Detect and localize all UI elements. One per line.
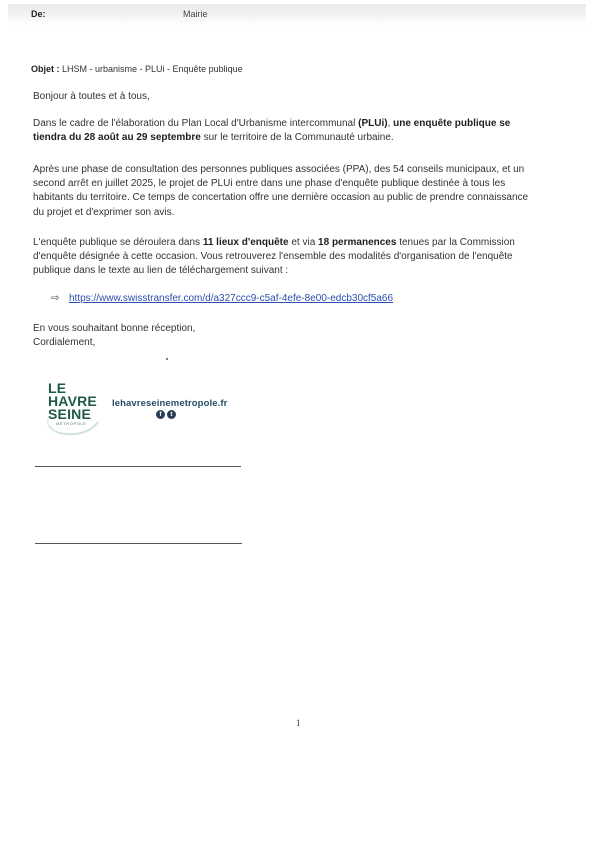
paragraph-modalites-text: L'enquête publique se déroulera dans xyxy=(33,237,203,248)
greeting: Bonjour à toutes et à tous, xyxy=(33,91,150,102)
subject-label: Objet : xyxy=(31,64,60,74)
paragraph-modalites-mid: et via xyxy=(288,237,319,248)
paragraph-intro-text: Dans le cadre de l'élaboration du Plan Local d'Urbanisme intercommunal xyxy=(33,118,359,129)
from-label: De: xyxy=(31,9,46,19)
plui-acronym: (PLUi) xyxy=(358,118,388,129)
metropole-logo xyxy=(44,378,106,436)
social-icons xyxy=(156,410,178,428)
closing-line: En vous souhaitant bonne réception, xyxy=(33,323,196,334)
enquete-dates: une enquête publique se tiendra du 28 août au 29 septembre xyxy=(33,118,511,144)
lieux-count: 11 lieux d'enquête xyxy=(202,237,289,248)
website-url[interactable]: lehavreseinemetropole.fr xyxy=(112,398,228,409)
logo-line-2: HAVRE xyxy=(48,393,97,409)
paragraph-intro xyxy=(33,117,538,145)
paragraph-modalites-end: tenues par la Commission d'enquête désignée à cette occasion. Vous retrouverez l'ensemble des modalités d'organisation de l'enquête publique dans le texte au lien de téléchargement suivant : xyxy=(33,237,515,277)
scan-dot xyxy=(166,358,168,360)
signature-line-1 xyxy=(35,466,241,467)
arrow-right-icon: ⇨ xyxy=(51,293,60,304)
logo-line-3: SEINE xyxy=(48,406,92,422)
paragraph-intro-end: sur le territoire de la Communauté urbaine. xyxy=(200,132,394,144)
signoff: Cordialement, xyxy=(33,337,96,349)
permanences-count: 18 permanences xyxy=(318,237,397,248)
signature-line-2 xyxy=(35,543,242,544)
paragraph-intro-sep: , xyxy=(387,118,394,129)
email-subject xyxy=(31,64,243,74)
download-link-row xyxy=(51,293,393,304)
paragraph-consultation: Après une phase de consultation des personnes publiques associées (PPA), des 54 conseils municipaux, et un second arrêt en juillet 2025, le projet de PLUi entre dans une phase d'enquête publique destinée à tous les habitants du territoire. Ce temps de concertation offre une dernière occasion au public de prendre connaissance du projet et d'exprimer son avis. xyxy=(33,164,529,218)
logo-line-1: LE xyxy=(48,380,67,396)
download-link[interactable]: https://www.swisstransfer.com/d/a327ccc9-c5af-4efe-8e00-edcb30cf5a66 xyxy=(69,293,394,304)
email-header xyxy=(8,4,586,26)
paragraph-modalites xyxy=(33,236,538,279)
logo-subtitle: MÉTROPOLE xyxy=(56,421,87,426)
closing xyxy=(33,322,538,350)
page-number: 1 xyxy=(296,718,301,728)
subject-value: LHSM - urbanisme - PLUi - Enquête publique xyxy=(62,64,243,74)
facebook-icon[interactable]: f xyxy=(156,410,165,419)
from-value: Mairie xyxy=(183,9,208,19)
twitter-icon[interactable]: t xyxy=(167,410,176,419)
